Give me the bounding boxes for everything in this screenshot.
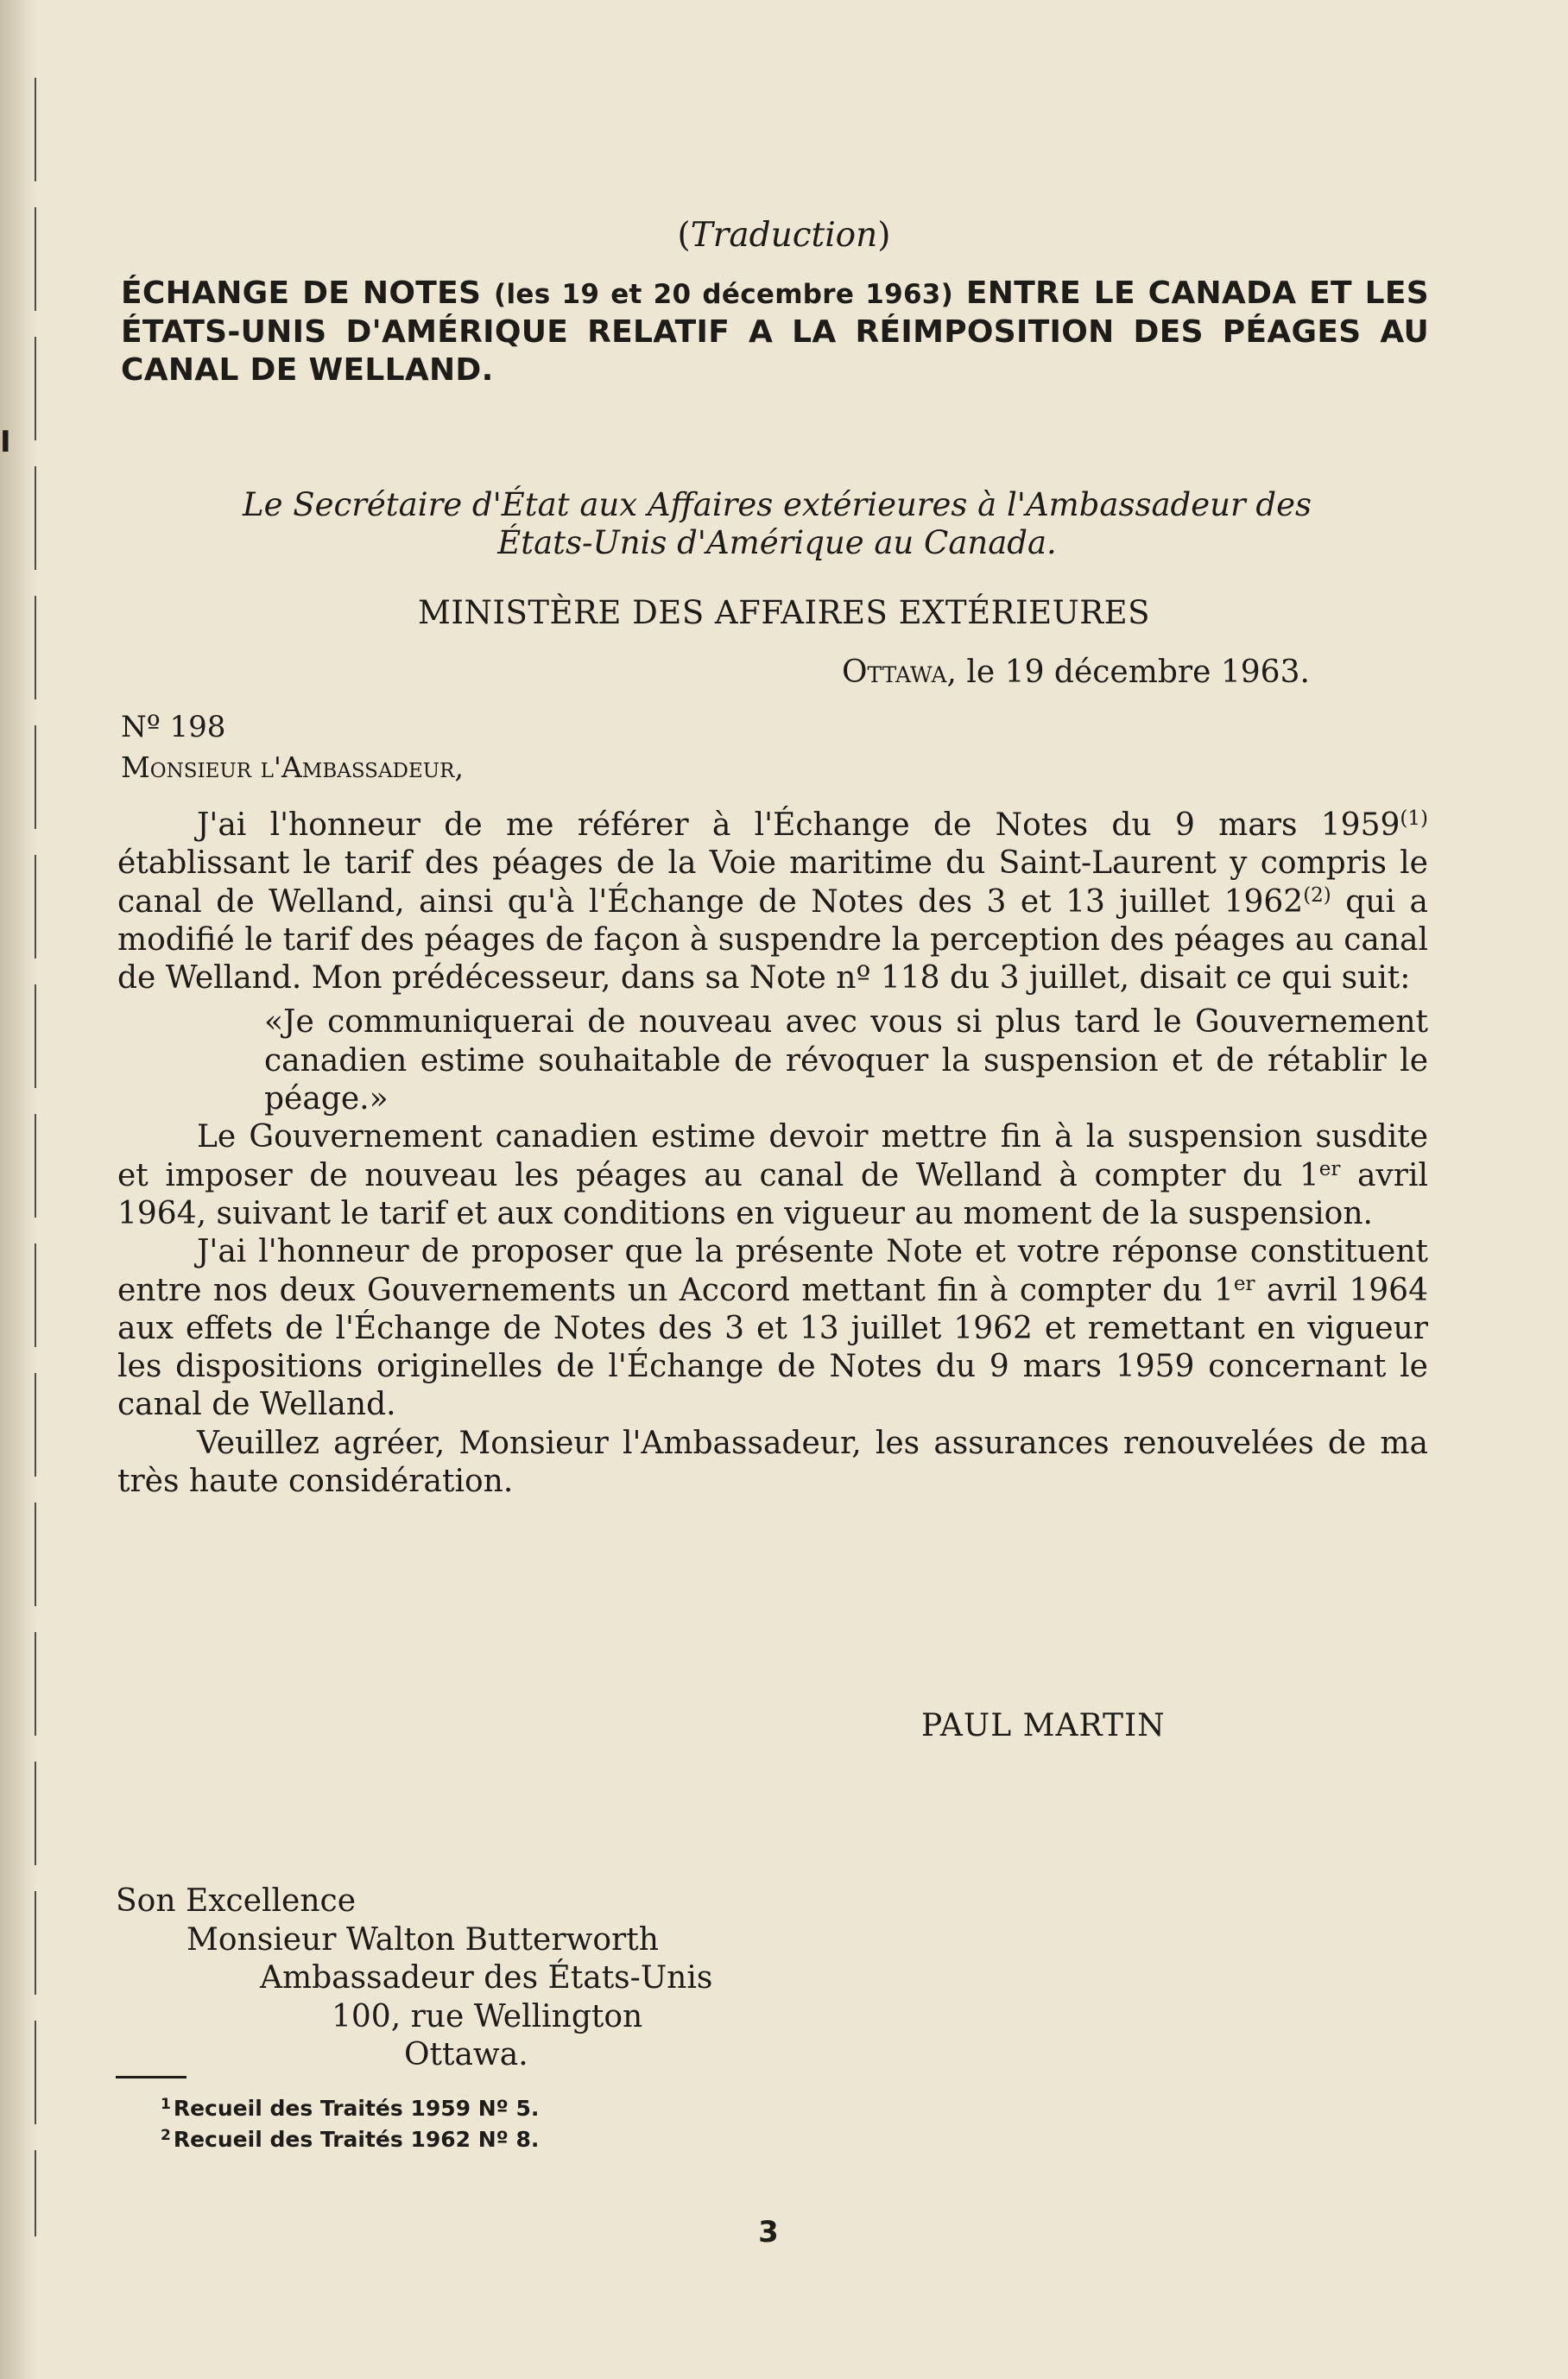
note-number: Nº 198	[121, 710, 226, 744]
address-line-2: Monsieur Walton Butterworth	[187, 1921, 659, 1958]
ministry-heading: MINISTÈRE DES AFFAIRES EXTÉRIEURES	[417, 594, 1151, 631]
address-line-1: Son Excellence	[116, 1883, 356, 1919]
paragraph-1-text-b: établissant le tarif des péages de la Voie maritime du Saint-Laurent y compris le canal de Welland, ainsi qu'à l'Échange de Notes des 3 et 13 juillet 1962	[117, 845, 1428, 920]
letter-body	[117, 807, 1428, 1501]
recipient-address	[116, 1882, 712, 2075]
paragraph-2-text-a: Le Gouvernement canadien estime devoir mettre fin à la suspension susdite et imposer de nouveau les péages au canal de Welland à compter du 1	[117, 1119, 1428, 1193]
paragraph-3	[117, 1233, 1428, 1424]
footnote-ref-1: (1)	[1400, 807, 1428, 830]
paragraph-4: Veuillez agréer, Monsieur l'Ambassadeur, les assurances renouvelées de ma très haute considération.	[117, 1425, 1428, 1500]
title-part-2: ENTRE LE CANADA ET LES ÉTATS-UNIS D'AMÉRIQUE RELATIF A LA RÉIMPOSITION DES PÉAGES AU CANAL DE WELLAND.	[121, 275, 1430, 388]
letter-subtitle	[216, 486, 1338, 562]
translation-label: (Traduction)	[677, 216, 891, 255]
address-line-3: Ambassadeur des États-Unis	[260, 1960, 713, 1996]
subtitle-line-1: Le Secrétaire d'État aux Affaires extérieures à l'Ambassadeur des	[243, 486, 1312, 523]
address-line-4: 100, rue Wellington	[332, 1998, 643, 2034]
signature: PAUL MARTIN	[921, 1708, 1166, 1743]
paragraph-2	[117, 1118, 1428, 1233]
page-binding-edge	[0, 0, 38, 2379]
title-dates: (les 19 et 20 décembre 1963)	[493, 279, 954, 310]
footnote-ref-2: (2)	[1303, 883, 1331, 907]
translation-word: Traduction	[690, 216, 878, 255]
subtitle-line-2: États-Unis d'Amérique au Canada.	[497, 524, 1057, 561]
superscript-er-2: er	[1233, 1272, 1255, 1295]
binding-shadow	[35, 78, 36, 2237]
paragraph-1-text-a: J'ai l'honneur de me référer à l'Échange de Notes du 9 mars 1959	[197, 807, 1400, 843]
dateline	[842, 655, 1310, 690]
dateline-city: Ottawa,	[842, 655, 957, 690]
paragraph-2-text-b: avril 1964, suivant le tarif et aux conditions en vigueur au moment de la suspension.	[117, 1157, 1428, 1231]
document-title	[121, 275, 1429, 389]
section-numeral: I	[0, 425, 11, 459]
footnote-2-text: Recueil des Traités 1962 Nº 8.	[173, 2127, 540, 2152]
superscript-er-1: er	[1318, 1157, 1341, 1180]
quoted-passage: «Je communiquerai de nouveau avec vous si plus tard le Gouvernement canadien estime souhaitable de révoquer la suspension et de rétablir le péage.»	[264, 1004, 1428, 1117]
footnote-1-marker: 1	[161, 2096, 171, 2113]
paragraph-1-text-c: qui a modifié le tarif des péages de façon à suspendre la perception des péages au canal de Welland. Mon prédécesseur, dans sa Note nº 118 du 3 juillet, disait ce qui suit:	[117, 883, 1428, 997]
salutation: Monsieur l'Ambassadeur,	[121, 750, 464, 784]
footnote-2-marker: 2	[161, 2127, 171, 2144]
paragraph-3-text-b: avril 1964 aux effets de l'Échange de Notes des 3 et 13 juillet 1962 et remettant en vigueur les dispositions originelles de l'Échange de Notes du 9 mars 1959 concernant le canal de Welland.	[117, 1272, 1428, 1423]
paragraph-3-text-a: J'ai l'honneur de proposer que la présente Note et votre réponse constituent entre nos deux Gouvernements un Accord mettant fin à compter du 1	[117, 1234, 1428, 1308]
page-number: 3	[758, 2215, 779, 2249]
footnote-1-text: Recueil des Traités 1959 Nº 5.	[173, 2096, 540, 2121]
footnotes	[161, 2093, 539, 2155]
footnote-1	[161, 2093, 539, 2124]
footnote-2	[161, 2124, 539, 2155]
dateline-date: le 19 décembre 1963.	[956, 655, 1310, 690]
paragraph-1	[117, 807, 1428, 997]
address-line-5: Ottawa.	[404, 2037, 528, 2072]
title-part-1: ÉCHANGE DE NOTES	[121, 275, 494, 311]
footnote-divider	[116, 2076, 187, 2078]
